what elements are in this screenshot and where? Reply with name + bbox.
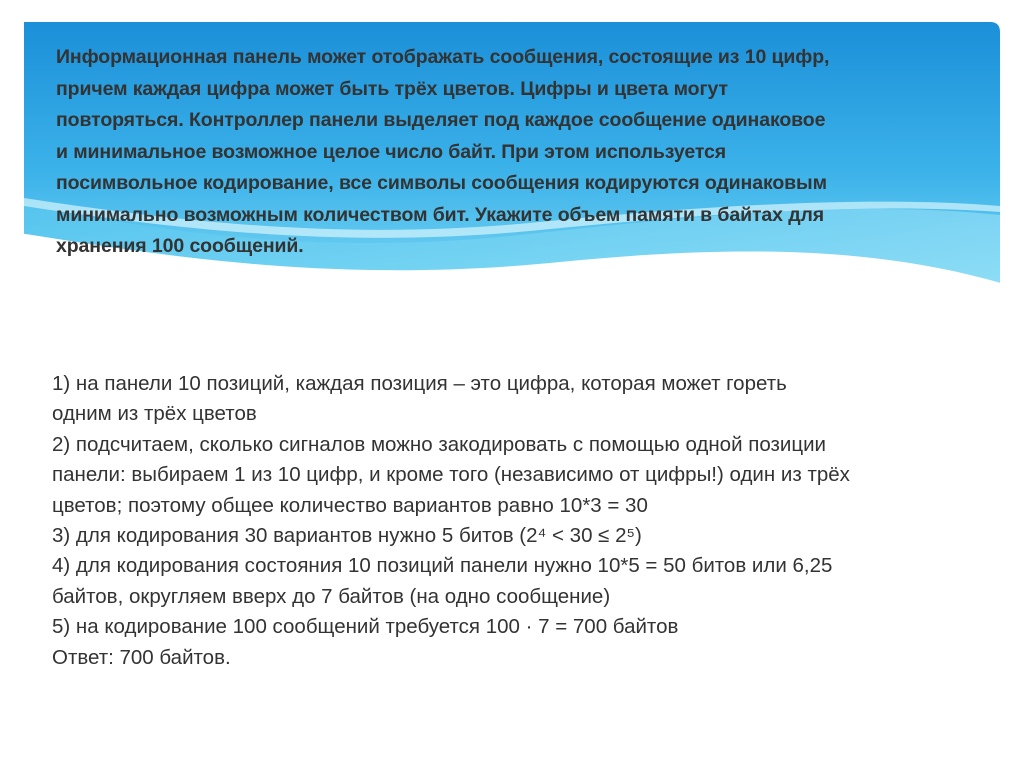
solution-line: одним из трёх цветов — [52, 402, 257, 426]
question-text — [56, 42, 986, 263]
question-line: хранения 100 сообщений. — [56, 235, 304, 257]
solution-line: панели: выбираем 1 из 10 цифр, и кроме того (независимо от цифры!) один из трёх — [52, 463, 850, 487]
solution-line: цветов; поэтому общее количество вариантов равно 10*3 = 30 — [52, 493, 648, 517]
question-line: и минимальное возможное целое число байт. При этом используется — [56, 140, 727, 163]
question-line: минимально возможным количеством бит. Укажите объем памяти в байтах для — [56, 203, 825, 226]
solution-text — [52, 369, 1002, 673]
solution-line: 5) на кодирование 100 сообщений требуется 100 · 7 = 700 байтов — [52, 615, 679, 639]
question-line: причем каждая цифра может быть трёх цветов. Цифры и цвета могут — [56, 77, 728, 100]
answer-line: Ответ: 700 байтов. — [52, 645, 231, 669]
question-line: повторяться. Контроллер панели выделяет под каждое сообщение одинаковое — [56, 109, 826, 131]
question-line: посимвольное кодирование, все символы сообщения кодируются одинаковым — [56, 172, 827, 194]
solution-line: 3) для кодирования 30 вариантов нужно 5 битов (2⁴ < 30 ≤ 2⁵) — [52, 524, 642, 548]
solution-line: 4) для кодирования состояния 10 позиций панели нужно 10*5 = 50 битов или 6,25 — [52, 554, 833, 578]
question-line: Информационная панель может отображать сообщения, состоящие из 10 цифр, — [56, 46, 830, 68]
solution-line: байтов, округляем вверх до 7 байтов (на одно сообщение) — [52, 584, 611, 608]
solution-line: 1) на панели 10 позиций, каждая позиция – это цифра, которая может гореть — [52, 372, 787, 395]
solution-line: 2) подсчитаем, сколько сигналов можно закодировать с помощью одной позиции — [52, 432, 826, 456]
